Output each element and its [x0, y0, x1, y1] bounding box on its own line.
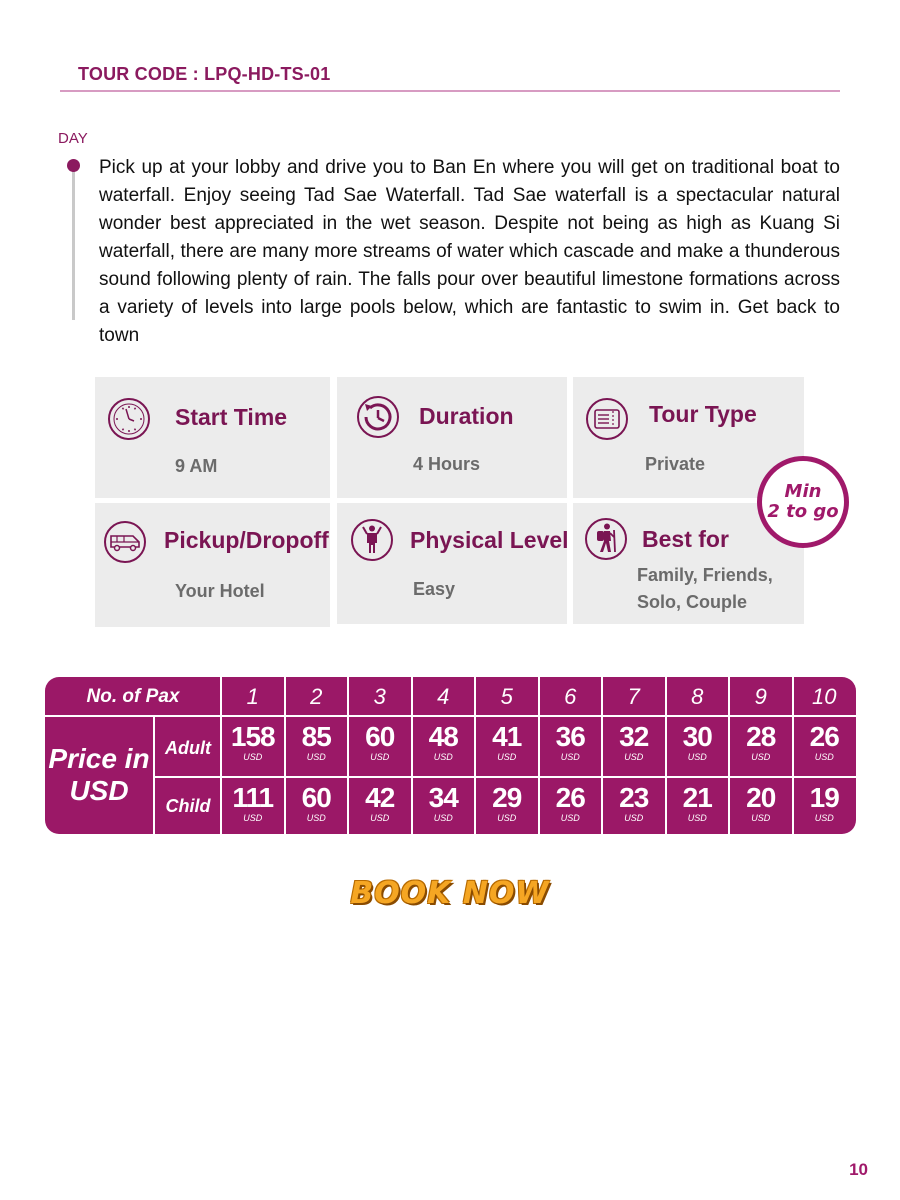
price-label-line2: USD: [69, 774, 129, 806]
adult-price-cell: [540, 722, 602, 781]
day-label: DAY: [58, 130, 88, 147]
currency-label: USD: [624, 752, 644, 762]
pax-count: 9: [754, 684, 767, 709]
price-in-usd-label: [45, 715, 153, 834]
adult-price-cell: [603, 722, 665, 781]
itinerary-description: Pick up at your lobby and drive you to Ban En where you will get on traditional boat to waterfall. Enjoy seeing Tad Sae Waterfall. Tad Sae waterfall is a spectacular natural wonder best appreciated in the wet season. Despite not being as high as Kuang Si waterfall, there are many more streams of water which cascade and make a thunderous sound following plenty of rain. The falls pour over beautiful limestone formations across a variety of levels into large pools below, which are fantastic to swim in. Get back to town: [99, 157, 840, 346]
adult-price-cell: [794, 722, 856, 781]
timer-icon: [356, 395, 400, 439]
tour-type-title: Tour Type: [649, 401, 757, 427]
adult-price-cell: [286, 722, 348, 781]
pax-count: 8: [691, 684, 704, 709]
adult-price: 60: [365, 721, 395, 752]
adult-price: 85: [301, 721, 331, 752]
child-price: 111: [232, 782, 274, 813]
currency-label: USD: [751, 752, 771, 762]
child-price: 34: [428, 782, 458, 813]
pickup-title: Pickup/Dropoff: [164, 527, 329, 553]
adult-price-cell: [667, 722, 729, 781]
currency-label: USD: [306, 752, 326, 762]
pax-count: 6: [564, 684, 577, 709]
pax-count: 5: [500, 684, 513, 709]
child-price-cell: [222, 783, 284, 839]
best-for-title: Best for: [642, 526, 729, 552]
child-price-cell: [349, 783, 411, 839]
currency-label: USD: [624, 813, 644, 823]
child-price: 21: [682, 782, 712, 813]
child-label: Child: [165, 796, 211, 816]
table-divider: [153, 715, 155, 834]
page-number: 10: [849, 1160, 868, 1179]
child-price-cell: [794, 783, 856, 839]
child-price: 29: [492, 782, 522, 813]
adult-price: 30: [682, 721, 712, 752]
adult-price-cell: [476, 722, 538, 781]
duration-value: 4 Hours: [413, 454, 481, 474]
child-price: 23: [619, 782, 649, 813]
price-table: [45, 677, 856, 834]
adult-price: 48: [428, 721, 458, 752]
tour-code-divider: [60, 90, 840, 92]
currency-label: USD: [560, 752, 580, 762]
physical-level-title: Physical Level: [410, 527, 569, 553]
adult-price: 158: [230, 721, 275, 752]
child-price-cell: [476, 783, 538, 839]
pax-count: 2: [310, 684, 323, 709]
adult-label: Adult: [165, 738, 211, 758]
hiker-icon: [584, 517, 628, 561]
currency-label: USD: [243, 813, 263, 823]
child-price: 20: [746, 782, 776, 813]
child-price: 19: [809, 782, 839, 813]
physical-level-value: Easy: [413, 579, 456, 599]
child-price: 26: [555, 782, 585, 813]
currency-label: USD: [687, 752, 707, 762]
min-pax-badge: [757, 456, 849, 548]
adult-price: 32: [619, 721, 649, 752]
start-time-title: Start Time: [175, 404, 288, 430]
child-price-cell: [730, 783, 792, 839]
best-for-value: [637, 562, 773, 616]
child-price-cell: [286, 783, 348, 839]
currency-label: USD: [243, 752, 263, 762]
child-price-cell: [667, 783, 729, 839]
pickup-card: [95, 503, 330, 627]
clock-icon: [107, 397, 151, 441]
duration-card: [337, 377, 567, 498]
adult-price: 28: [746, 721, 776, 752]
currency-label: USD: [433, 813, 453, 823]
currency-label: USD: [687, 813, 707, 823]
currency-label: USD: [497, 813, 517, 823]
currency-label: USD: [306, 813, 326, 823]
pickup-value: Your Hotel: [175, 581, 265, 601]
pax-count: 3: [373, 684, 386, 709]
currency-label: USD: [814, 752, 834, 762]
pax-count: 10: [812, 684, 837, 709]
adult-price-cell: [413, 722, 475, 781]
child-price-cell: [540, 783, 602, 839]
adult-price: 36: [555, 721, 585, 752]
table-divider: [45, 715, 856, 717]
ticket-icon: [585, 397, 629, 441]
currency-label: USD: [560, 813, 580, 823]
currency-label: USD: [814, 813, 834, 823]
price-label-line1: Price in: [48, 742, 150, 774]
pax-count: 7: [627, 684, 640, 709]
adult-price: 26: [809, 721, 839, 752]
physical-level-card: [337, 503, 567, 624]
tour-type-value: Private: [645, 454, 706, 474]
pax-header: No. of Pax: [86, 686, 180, 707]
adult-price-cell: [349, 722, 411, 781]
van-icon: [103, 520, 147, 564]
tour-code: TOUR CODE : LPQ-HD-TS-01: [78, 64, 331, 84]
child-price: 42: [365, 782, 395, 813]
pax-count: 1: [246, 684, 259, 709]
start-time-value: 9 AM: [175, 456, 218, 476]
pax-count: 4: [437, 684, 450, 709]
currency-label: USD: [370, 752, 390, 762]
best-for-value-line1: Family, Friends,: [637, 565, 773, 585]
badge-line2: 2 to go: [767, 501, 839, 522]
currency-label: USD: [370, 813, 390, 823]
child-price: 60: [301, 782, 331, 813]
book-now-button[interactable]: BOOK NOW: [350, 876, 550, 911]
badge-line1: Min: [784, 481, 822, 502]
currency-label: USD: [433, 752, 453, 762]
currency-label: USD: [751, 813, 771, 823]
start-time-card: [95, 377, 330, 498]
child-price-cell: [413, 783, 475, 839]
best-for-value-line2: Solo, Couple: [637, 592, 747, 612]
timeline-dot: [67, 159, 80, 172]
adult-price-cell: [730, 722, 792, 781]
adult-price: 41: [492, 721, 522, 752]
adult-price-cell: [222, 722, 284, 781]
duration-title: Duration: [419, 403, 514, 429]
currency-label: USD: [497, 752, 517, 762]
person-icon: [350, 518, 394, 562]
child-price-cell: [603, 783, 665, 839]
timeline-line: [72, 168, 75, 320]
